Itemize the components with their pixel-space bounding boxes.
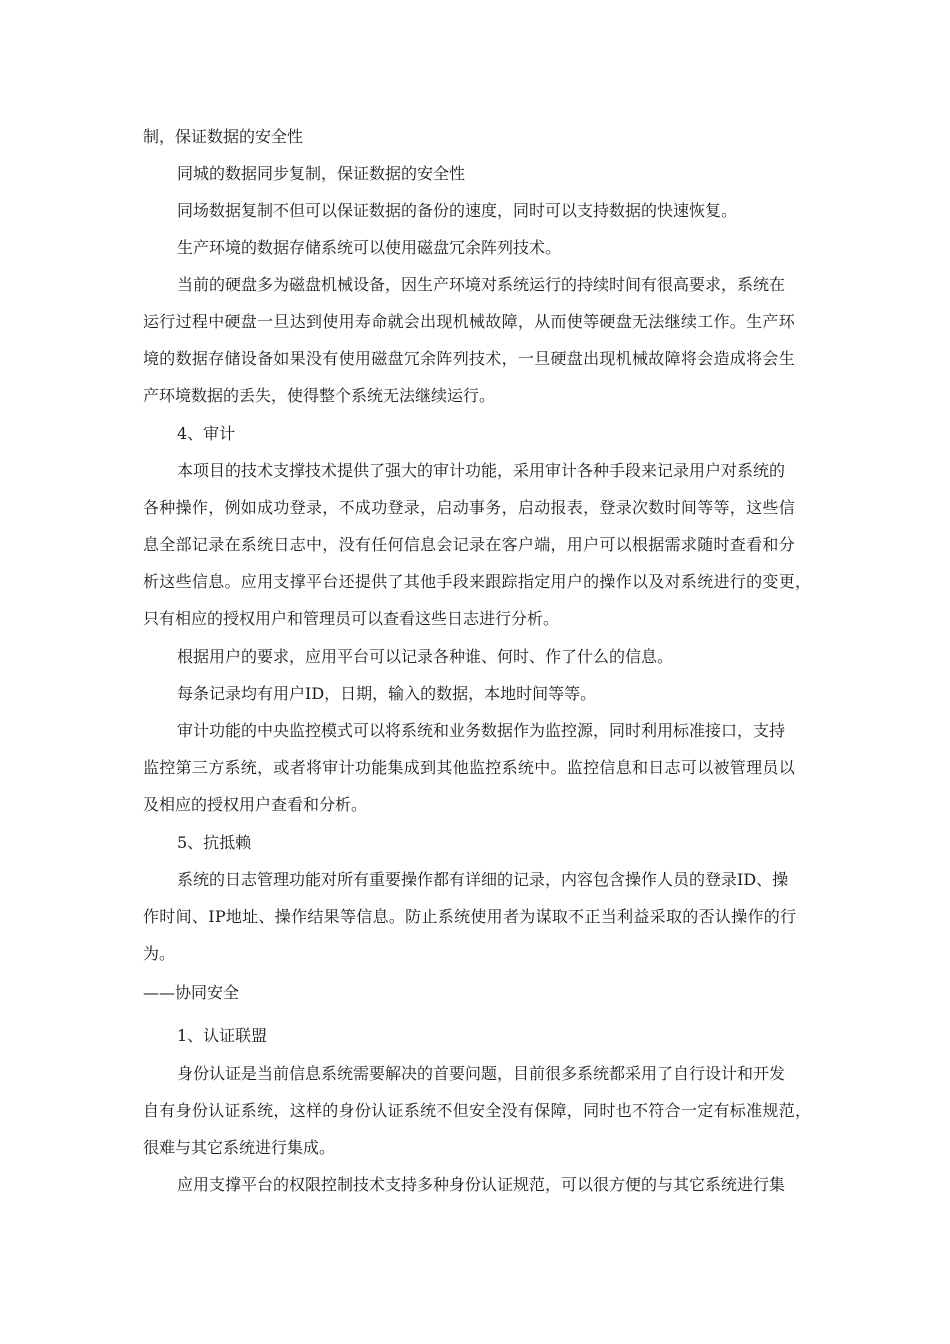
section-heading: 5、抗抵赖 [177, 833, 252, 852]
text-line: 运行过程中硬盘一旦达到使用寿命就会出现机械故障，从而使等硬盘无法继续工作。生产环 [143, 312, 796, 331]
text-line: 根据用户的要求，应用平台可以记录各种谁、何时、作了什么的信息。 [177, 647, 674, 666]
text-line: 产环境数据的丢失，使得整个系统无法继续运行。 [143, 386, 496, 405]
text-line: 审计功能的中央监控模式可以将系统和业务数据作为监控源，同时利用标准接口，支持 [177, 721, 786, 740]
text-line: 同城的数据同步复制，保证数据的安全性 [177, 164, 466, 183]
text-line: 很难与其它系统进行集成。 [143, 1138, 336, 1157]
text-line: 本项目的技术支撑技术提供了强大的审计功能，采用审计各种手段来记录用户对系统的 [177, 461, 786, 480]
text-line: 当前的硬盘多为磁盘机械设备，因生产环境对系统运行的持续时间有很高要求，系统在 [177, 275, 786, 294]
text-line: 同场数据复制不但可以保证数据的备份的速度，同时可以支持数据的快速恢复。 [177, 201, 738, 220]
text-line: 境的数据存储设备如果没有使用磁盘冗余阵列技术，一旦硬盘出现机械故障将会造成将会生 [143, 349, 796, 368]
section-heading: 4、审计 [177, 424, 236, 443]
text-line: 及相应的授权用户查看和分析。 [143, 795, 368, 814]
text-line: 自有身份认证系统，这样的身份认证系统不但安全没有保障，同时也不符合一定有标准规范， [143, 1101, 812, 1120]
text-line: 生产环境的数据存储系统可以使用磁盘冗余阵列技术。 [177, 238, 562, 257]
text-line: 作时间、IP地址、操作结果等信息。防止系统使用者为谋取不正当利益采取的否认操作的行 [143, 907, 797, 926]
text-line: 制，保证数据的安全性 [143, 127, 304, 146]
text-line: 监控第三方系统，或者将审计功能集成到其他监控系统中。监控信息和日志可以被管理员以 [143, 758, 796, 777]
text-line: 系统的日志管理功能对所有重要操作都有详细的记录，内容包含操作人员的登录ID、操 [177, 870, 789, 889]
section-heading: 1、认证联盟 [177, 1026, 268, 1045]
text-line: 应用支撑平台的权限控制技术支持多种身份认证规范，可以很方便的与其它系统进行集 [177, 1175, 786, 1194]
section-heading: ——协同安全 [143, 983, 240, 1002]
text-line: 每条记录均有用户ID，日期，输入的数据，本地时间等等。 [177, 684, 597, 703]
text-line: 为。 [143, 944, 176, 963]
text-line: 各种操作，例如成功登录，不成功登录，启动事务，启动报表，登录次数时间等等，这些信 [143, 498, 796, 517]
text-line: 析这些信息。应用支撑平台还提供了其他手段来跟踪指定用户的操作以及对系统进行的变更， [143, 572, 812, 591]
text-line: 息全部记录在系统日志中，没有任何信息会记录在客户端，用户可以根据需求随时查看和分 [143, 535, 796, 554]
text-line: 身份认证是当前信息系统需要解决的首要问题，目前很多系统都采用了自行设计和开发 [177, 1064, 786, 1083]
text-line: 只有相应的授权用户和管理员可以查看这些日志进行分析。 [143, 609, 560, 628]
